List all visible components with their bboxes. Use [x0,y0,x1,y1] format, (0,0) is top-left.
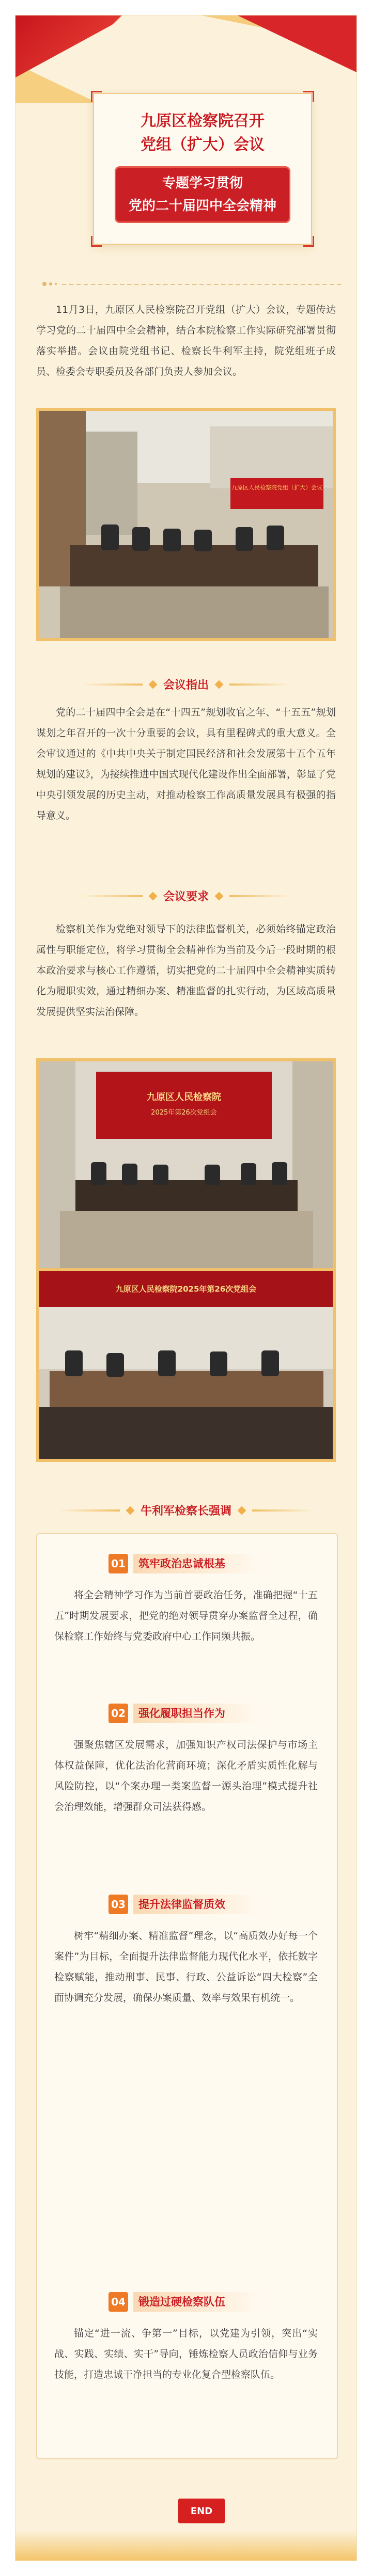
section-heading [36,1502,336,1518]
subtitle-line-1: 专题学习贯彻 [162,176,243,191]
intro-text: 11月3日，九原区人民检察院召开党组（扩大）会议，专题传达学习党的二十届四中全会精神，结合本院检察工作实际研究部署贯彻落实举措。会议由院党组书记、检察长牛利军主持，院党组班子成员、检委会专职委员及各部门负责人参加会议。 [36,304,336,377]
page-title-line-2: 党组（扩大）会议 [141,136,265,154]
heading-bar [229,895,291,897]
decor-wedge [238,15,357,72]
divider-dots-icon [41,280,60,288]
point-paragraph [54,1926,318,2008]
point-number-badge: 03 [109,1895,128,1914]
point-title: 锻造过硬检察队伍 [133,2292,261,2312]
point-heading [109,1895,261,1914]
point-number-badge: 02 [109,1704,128,1723]
heading-bar [81,683,143,686]
section1-paragraph [36,702,336,826]
diamond-icon [215,892,224,900]
point-text: 强聚焦辖区发展需求，加强知识产权司法保护与市场主体权益保障，优化法治化营商环境；深化矛盾实质性化解与风险防控，以“个案办理一类案监督一源头治理”模式提升社会治理效能，增强群众司法获得感。 [54,1739,318,1812]
corner-decor [303,91,314,102]
heading-bar [58,1509,120,1512]
title-card [93,93,312,245]
section-heading [36,888,336,904]
point-title: 筑牢政治忠诚根基 [133,1554,261,1573]
point-heading [109,1554,261,1573]
point-heading [109,2292,261,2312]
sign-text-2: 2025年第26次党组会 [151,1109,217,1117]
section-heading-text: 会议指出 [163,679,209,692]
section2-text: 检察机关作为党绝对领导下的法律监督机关，必须始终锚定政治属性与职能定位，将学习贯彻全会精神作为当前及今后一段时期的根本政治要求与核心工作遵循，切实把党的二十届四中全会精神实质转化为履职实效，通过精细办案、精准监督的扎实行动，为区域高质量发展提供坚实法治保障。 [36,924,336,1017]
diamond-icon [126,1506,134,1515]
section-heading-text: 会议要求 [163,891,209,903]
point-paragraph [54,2323,318,2385]
decor-wedge [16,15,129,77]
footer-decor [16,2530,357,2561]
diamond-icon [148,892,157,900]
point-text: 锚定“进一流、争第一”目标，以党建为引领，突出“实战、实践、实绩、实干”导向，锤炼检察人员政治信仰与业务技能，打造忠诚干净担当的专业化复合型检察队伍。 [54,2328,318,2380]
section-heading-text: 牛利军检察长强调 [140,1505,231,1518]
end-button[interactable]: END [178,2499,225,2523]
meeting-banner-text: 九原区人民检察院2025年第26次党组会 [115,1284,257,1294]
heading-bar [252,1509,314,1512]
diamond-icon [238,1506,246,1515]
subtitle-line-2: 党的二十届四中全会精神 [128,198,276,214]
point-text: 树牢“精细办案、精准监督”理念，以“高质效办好每一个案件”为目标，全面提升法律监督能力现代化水平，依托数字检察赋能，推动刑事、民事、行政、公益诉讼“四大检察”全面协调充分发展，确保办案质量、效率与效果有机统一。 [54,1930,318,2003]
point-number-badge: 01 [109,1554,128,1573]
corner-decor [303,236,314,247]
section-heading [36,676,336,692]
divider [62,284,341,285]
subtitle-banner [115,166,290,223]
section2-paragraph [36,919,336,1022]
corner-decor [91,91,102,102]
page-title-line-1: 九原区检察院召开 [141,112,265,130]
sign-text-1: 九原区人民检察院 [147,1092,221,1103]
diamond-icon [148,680,157,689]
heading-bar [229,683,291,686]
meeting-photo-1 [36,408,336,641]
point-paragraph [54,1735,318,1817]
point-title: 强化履职担当作为 [133,1704,261,1723]
point-paragraph [54,1585,318,1647]
heading-bar [81,895,143,897]
intro-paragraph [36,299,336,382]
meeting-photo-2 [36,1058,336,1462]
point-title: 提升法律监督质效 [133,1895,261,1914]
meeting-banner-text: 九原区人民检察院党组（扩大）会议 [231,484,322,491]
point-text: 将全会精神学习作为当前首要政治任务，准确把握“十五五”时期发展要求，把党的绝对领导贯穿办案监督全过程，确保检察工作始终与党委政府中心工作同频共振。 [54,1589,318,1642]
point-heading [109,1704,261,1723]
point-number-badge: 04 [109,2292,128,2312]
section1-text: 党的二十届四中全会是在“十四五”规划收官之年、“十五五”规划谋划之年召开的一次十分重要的会议，具有里程碑式的重大意义。全会审议通过的《中共中央关于制定国民经济和社会发展第十五个五年规划的建议》，为接续推进中国式现代化建设作出全面部署，彰显了党中央引领发展的历史主动，对推动检察工作高质量发展具有极强的指导意义。 [36,707,336,821]
corner-decor [91,236,102,247]
article-page [16,15,357,2561]
diamond-icon [215,680,224,689]
